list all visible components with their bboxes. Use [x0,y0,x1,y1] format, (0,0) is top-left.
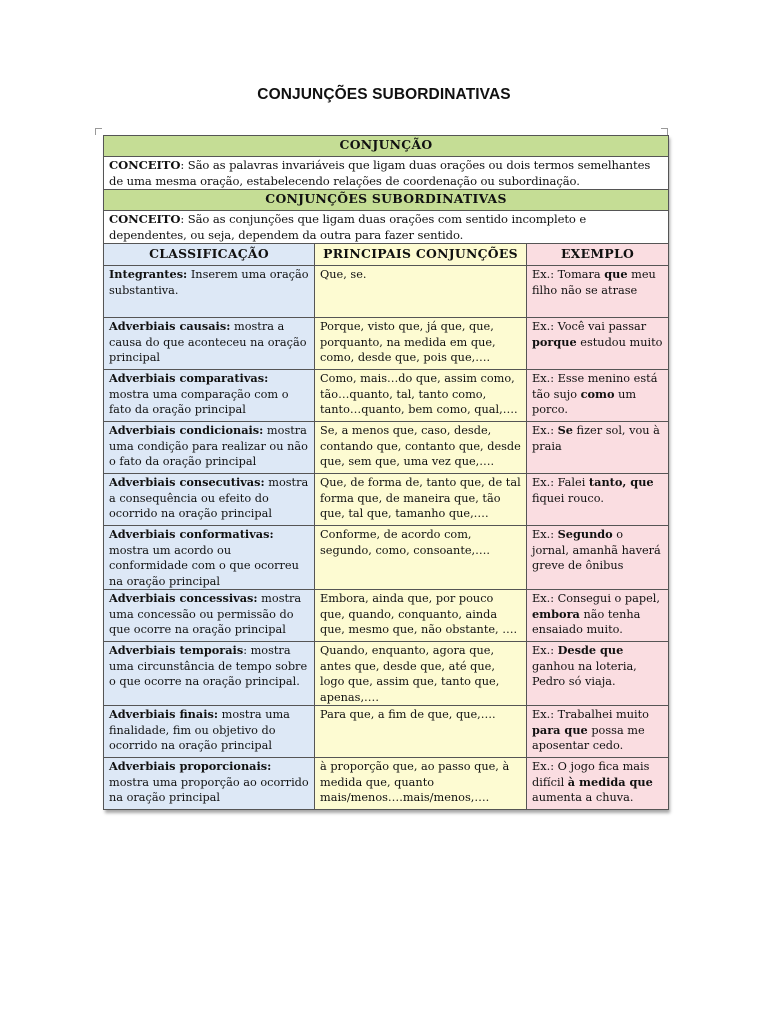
classification-description: Inserem uma oração substantiva. [109,268,309,297]
column-header-exemplo: EXEMPLO [527,244,669,266]
example-text-pre: Ex.: Tomara [532,268,605,281]
table-row [104,526,669,590]
example-text-pre: Ex.: Consegui o papel, [532,592,661,605]
table-row [104,474,669,526]
example-text-pre: Ex.: [532,424,558,437]
example-text-pre: Ex.: O jogo fica mais difícil [532,760,650,789]
example-text-pre: Ex.: [532,528,558,541]
conjunctions-cell: Conforme, de acordo com, segundo, como, consoante,…. [315,526,527,590]
table-row [104,422,669,474]
classification-cell [104,590,315,642]
conjunctions-cell: Quando, enquanto, agora que, antes que, desde que, até que, logo que, assim que, tanto que, apenas,…. [315,642,527,706]
example-text-post: estudou muito [576,335,663,349]
example-cell [527,318,669,370]
classification-term: Adverbiais conformativas: [109,527,274,541]
classification-term: Adverbiais finais: [109,707,219,721]
example-cell [527,266,669,318]
example-cell [527,642,669,706]
example-highlight: Segundo [557,527,613,541]
column-header-conjuncoes: PRINCIPAIS CONJUNÇÕES [315,244,527,266]
example-text-pre: Ex.: [532,644,558,657]
example-highlight: Desde que [557,643,624,657]
example-text-post: aumenta a chuva. [532,791,634,804]
classification-description: mostra uma concessão ou permissão do que ocorre na oração principal [109,592,302,636]
example-highlight: que [604,267,628,281]
concept-row [104,211,669,244]
concept-text: : São as conjunções que ligam duas orações com sentido incompleto e dependentes, ou seja, dependem da outra para fazer sentido. [109,212,587,242]
classification-cell [104,642,315,706]
conjunctions-table [103,135,669,810]
example-cell [527,706,669,758]
classification-cell [104,318,315,370]
conjunctions-cell: Embora, ainda que, por pouco que, quando, conquanto, ainda que, mesmo que, não obstante, …. [315,590,527,642]
example-highlight: à medida que [567,774,653,789]
example-highlight: tanto, que [588,475,654,489]
page-title: CONJUNÇÕES SUBORDINATIVAS [257,86,511,103]
example-highlight: embora [532,606,580,621]
table-row [104,590,669,642]
classification-term: Adverbiais temporais [109,643,244,657]
classification-term: Adverbiais consecutivas: [109,475,265,489]
concept-cell [104,211,669,244]
table-row [104,642,669,706]
table-row [104,370,669,422]
conjunctions-cell: Que, de forma de, tanto que, de tal forma que, de maneira que, tão que, tal que, tamanho que,…. [315,474,527,526]
section-header-conjuncao: CONJUNÇÃO [104,136,669,157]
classification-description: mostra a causa do que aconteceu na oração principal [109,320,307,364]
example-highlight: porque [532,334,577,349]
conjunctions-cell: à proporção que, ao passo que, à medida que, quanto mais/menos….mais/menos,…. [315,758,527,810]
example-text-pre: Ex.: Esse menino está tão sujo [532,372,658,401]
classification-cell [104,706,315,758]
conjunctions-table-container [103,135,668,810]
classification-term: Adverbiais concessivas: [109,591,258,605]
concept-text: : São as palavras invariáveis que ligam duas orações ou dois termos semelhantes de uma mesma oração, estabelecendo relações de coordenação ou subordinação. [109,158,651,188]
classification-description: mostra uma comparação com o fato da oração principal [109,387,289,416]
classification-cell [104,422,315,474]
classification-description: mostra um acordo ou conformidade com o que ocorreu na oração principal [109,543,299,588]
column-header-row [104,244,669,266]
example-cell [527,758,669,810]
example-text-pre: Ex.: Trabalhei muito [532,708,649,721]
conjunctions-cell: Que, se. [315,266,527,318]
example-highlight: para que [532,722,588,737]
example-text-post: não tenha ensaiado muito. [532,607,641,636]
classification-term: Adverbiais condicionais: [109,423,264,437]
crop-mark-top-right [661,128,668,135]
example-text-post: o jornal, amanhã haverá greve de ônibus [532,528,661,572]
classification-description: : mostra uma circunstância de tempo sobre o que ocorre na oração principal. [109,644,308,688]
concept-label: CONCEITO [109,212,181,226]
table-row [104,266,669,318]
concept-label: CONCEITO [109,158,181,172]
example-text-post: um porco. [532,387,637,416]
example-text-post: ganhou na loteria, Pedro só viaja. [532,659,637,688]
example-cell [527,474,669,526]
conjunctions-cell: Para que, a fim de que, que,…. [315,706,527,758]
table-row [104,706,669,758]
classification-description: mostra uma condição para realizar ou não o fato da oração principal [109,424,308,468]
example-highlight: como [580,386,615,401]
example-cell [527,370,669,422]
example-text-post: fizer sol, vou à praia [532,424,660,453]
section-header-subordinativas: CONJUNÇÕES SUBORDINATIVAS [104,190,669,211]
classification-cell [104,526,315,590]
example-text-pre: Ex.: Falei [532,476,589,489]
conjunctions-cell: Como, mais…do que, assim como, tão…quanto, tal, tanto como, tanto…quanto, bem como, qual,…. [315,370,527,422]
section-header-row [104,190,669,211]
table-row [104,758,669,810]
example-cell [527,422,669,474]
concept-cell [104,157,669,190]
classification-term: Integrantes: [109,267,188,281]
crop-mark-top-left [95,128,102,135]
example-text-post: meu filho não se atrase [532,268,656,297]
classification-description: mostra uma proporção ao ocorrido na oração principal [109,775,309,804]
conjunctions-cell: Se, a menos que, caso, desde, contando que, contanto que, desde que, sem que, uma vez que,…. [315,422,527,474]
example-text-post: fiquei rouco. [532,491,604,505]
conjunctions-cell: Porque, visto que, já que, que, porquanto, na medida em que, como, desde que, pois que,…. [315,318,527,370]
concept-row [104,157,669,190]
classification-cell [104,370,315,422]
classification-cell [104,266,315,318]
classification-term: Adverbiais causais: [109,319,231,333]
example-text-post: possa me aposentar cedo. [532,723,645,752]
column-header-classificacao: CLASSIFICAÇÃO [104,244,315,266]
classification-description: mostra a consequência ou efeito do ocorrido na oração principal [109,476,309,520]
example-cell [527,526,669,590]
table-row [104,318,669,370]
section-header-row [104,136,669,157]
classification-description: mostra uma finalidade, fim ou objetivo do ocorrido na oração principal [109,708,290,752]
classification-term: Adverbiais proporcionais: [109,759,272,773]
example-cell [527,590,669,642]
classification-term: Adverbiais comparativas: [109,371,269,385]
example-highlight: Se [557,423,573,437]
example-text-pre: Ex.: Você vai passar [532,320,647,333]
classification-cell [104,758,315,810]
classification-cell [104,474,315,526]
